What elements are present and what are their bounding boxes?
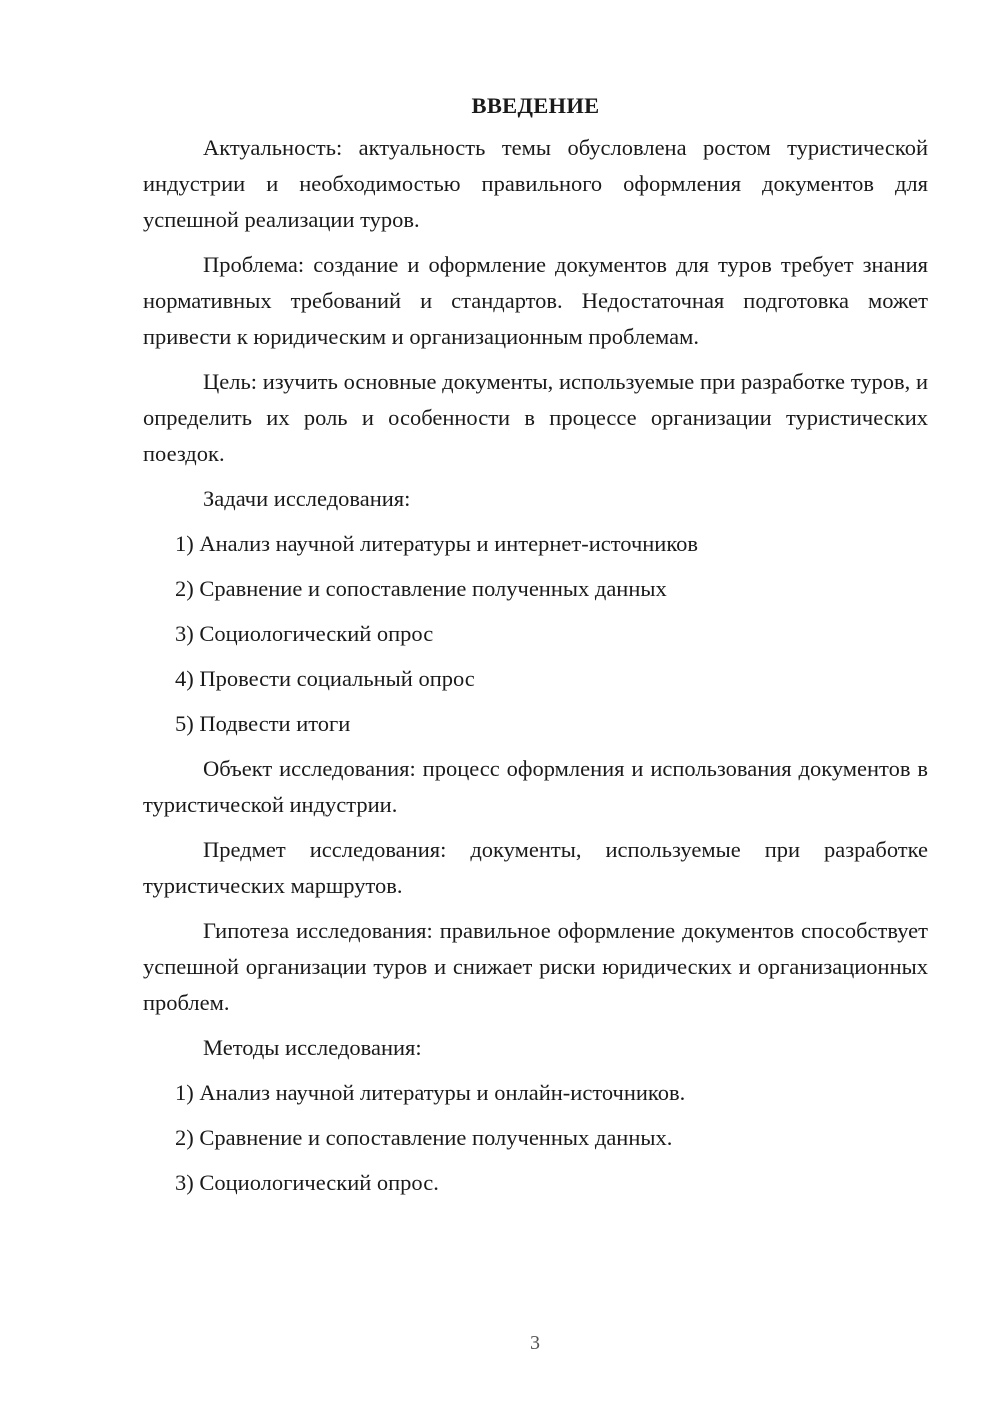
task-item: 2) Сравнение и сопоставление полученных данных: [175, 576, 667, 601]
subject-paragraph: Предмет исследования: документы, используемые при разработке туристических маршрутов.: [143, 837, 928, 898]
page-number: 3: [530, 1332, 540, 1354]
document-page: [143, 88, 928, 1210]
method-item: 2) Сравнение и сопоставление полученных данных.: [175, 1125, 673, 1150]
section-title: ВВЕДЕНИЕ: [471, 93, 600, 118]
method-item: 1) Анализ научной литературы и онлайн-источников.: [175, 1080, 686, 1105]
task-item: 3) Социологический опрос: [175, 621, 434, 646]
relevance-paragraph: Актуальность: актуальность темы обусловлена ростом туристической индустрии и необходимостью правильного оформления документов для успешной реализации туров.: [143, 135, 928, 232]
hypothesis-paragraph: Гипотеза исследования: правильное оформление документов способствует успешной организации туров и снижает риски юридических и организационных проблем.: [143, 918, 928, 1015]
task-item: 4) Провести социальный опрос: [175, 666, 475, 691]
task-item: 5) Подвести итоги: [175, 711, 351, 736]
problem-paragraph: Проблема: создание и оформление документов для туров требует знания нормативных требований и стандартов. Недостаточная подготовка может привести к юридическим и организационным проблемам.: [143, 252, 928, 349]
task-item: 1) Анализ научной литературы и интернет-источников: [175, 531, 699, 556]
goal-paragraph: Цель: изучить основные документы, используемые при разработке туров, и определить их роль и особенности в процессе организации туристических поездок.: [143, 369, 928, 466]
tasks-heading: Задачи исследования:: [203, 486, 411, 511]
method-item: 3) Социологический опрос.: [175, 1170, 439, 1195]
object-paragraph: Объект исследования: процесс оформления и использования документов в туристической индустрии.: [143, 756, 928, 817]
tasks-list: [143, 526, 928, 742]
methods-heading: Методы исследования:: [203, 1035, 422, 1060]
methods-list: [143, 1075, 928, 1201]
